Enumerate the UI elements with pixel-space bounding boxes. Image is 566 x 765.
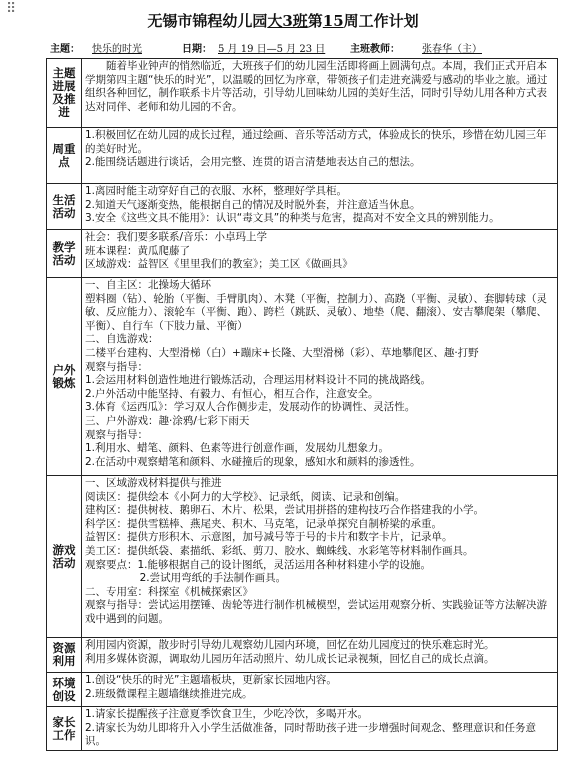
drag-handle-icon[interactable]: ⠿ [6,1,16,17]
content-line: 一、区域游戏材料提供与推进 [85,477,222,489]
content-line: 美工区：提供纸袋、素描纸、彩纸、剪刀、胶水、蜘蛛线、水彩笔等材料制作画具。 [85,544,474,557]
week-number: 15 [322,12,344,30]
teacher-value: 张春华（主） [422,44,482,55]
content-line: 利用多媒体资源，调取幼儿园历年活动照片、幼儿成长记录视频，回忆自己的成长点滴。 [85,652,495,665]
row-label: 游戏活动 [47,476,82,638]
row-content [82,59,558,128]
theme-label: 主题： [50,44,80,55]
content-line: 科学区：提供雪糕棒、燕尾夹、积木、马克笔，记录单探究自制桥梁的承重。 [85,517,442,530]
content-line: 1.请家长提醒孩子注意夏季饮食卫生，少吃冷饮，多喝开水。 [85,708,369,720]
row-label: 周重点 [47,128,82,184]
row-content [82,128,558,184]
row-content [82,707,558,751]
row-life-activities [47,184,558,230]
theme-value: 快乐的时光 [92,44,142,55]
row-game-activities [47,476,558,638]
row-content [82,278,558,476]
content-line: 三、户外游戏：趣·涂鸦/七彩下雨天 [85,414,250,427]
content-line: 2.尝试用弯纸的手法制作画具。 [139,572,287,585]
content-line: 1.创设“快乐的时光”主题墙板块，更新家长园地内容。 [85,674,337,686]
row-theme-progress [47,59,558,128]
content-line: 塑料圈（钻）、轮胎（平衡、手臂肌肉）、木凳（平衡，控制力）、高跷（平衡、灵敏）、套脚转球（灵敏、反应能力）、滚轮车（平衡、跑）、跨栏（跳跃、灵敏）、地垫（爬、翻滚）、安吉攀爬架（攀爬、平衡）、自行车（下肢力量、平衡） [85,292,547,332]
content-line: 2.班级微课程主题墙继续推进完成。 [85,687,253,700]
row-outdoor-exercise [47,278,558,476]
content-line: 二楼平台建构、大型滑梯（白）+蹦床+长隆、大型滑梯（彩）、草地攀爬区、趣·打野 [85,346,479,359]
content-line: 2.在活动中观察蜡笔和颜料、水碰撞后的现象，感知水和颜料的渗透性。 [85,455,421,468]
row-content [82,638,558,673]
content-line: 2.能围绕话题进行谈话，会用完整、连贯的语言清楚地表达自己的想法。 [85,156,421,169]
class-name: 大3班 [267,12,308,30]
content-line: 班本课程：黄瓜爬藤了 [85,244,190,257]
row-parent-work [47,707,558,751]
content-line: 2.请家长为幼儿即将升入小学生活做准备，同时帮助孩子进一步增强时间观念、整理意识和任务意识。 [85,721,537,748]
content-line: 观察与指导： [85,360,148,373]
row-label: 资源利用 [47,638,82,673]
content-line: 1.利用水、蜡笔、颜料、色素等进行创意作画，发展幼儿想象力。 [85,442,390,455]
content-line: 1.离园时能主动穿好自己的衣服、水杯，整理好学具柜。 [85,185,348,197]
content-line: 2.户外活动中能坚持、有毅力、有恒心，相互合作，注意安全。 [85,387,379,400]
content-line: 社会：我们要多联系/音乐：小卓玛上学 [85,231,268,243]
content-line: 益智区：提供方形积木、示意图，加号减号等于号的卡片和数字卡片，记录单。 [85,531,453,544]
row-resource-use [47,638,558,673]
content-line: 2.知道天气逐渐变热，能根据自己的情况及时脱外套，并注意适当休息。 [85,198,421,211]
row-label: 教学活动 [47,230,82,278]
row-label: 户外锻炼 [47,278,82,476]
date-value: 5 月 19 日—5 月 23 日 [218,44,326,55]
row-teaching-activities [47,230,558,278]
content-line: 建构区：提供树枝、鹅卵石、木片、松果，尝试用拼搭的建构技巧合作搭建我的小学。 [85,504,484,517]
content-line: 观察与指导：尝试运用摆锤、齿轮等进行制作机械模型，尝试运用观察分析、实践验证等方法解决游戏中遇到的问题。 [85,599,547,625]
row-content [82,673,558,707]
content-line: 观察与指导： [85,428,148,441]
content-line: 阅读区：提供绘本《小阿力的大学校》、记录纸，阅读、记录和创编。 [85,490,406,503]
weekly-plan-table [46,58,558,751]
content-line: 随着毕业钟声的悄然临近，大班孩子们的幼儿园生活即将画上圆满句点。本周，我们正式开启本学期第四主题“快乐的时光”，以温暖的回忆为序章，带领孩子们走进充满爱与感动的毕业之旅。通过组织各种回忆，制作联系卡片等活动，引导幼儿回味幼儿园的美好生活，同时引导幼儿用各种方式表达对同伴、老师和幼儿园的不舍。 [85,60,548,113]
row-content [82,184,558,230]
content-line: 区域游戏：益智区《里里我们的教室》；美工区《做画具》 [85,258,353,271]
content-line: 观察要点：1.能够根据自己的设计图纸，灵活运用各种材料建小学的设施。 [85,558,432,571]
row-content [82,476,558,638]
row-label: 生活活动 [47,184,82,230]
row-label: 家长工作 [47,707,82,751]
plan-meta [50,40,556,57]
row-label: 主题进展及推进 [47,59,82,128]
content-line: 利用园内资源，散步时引导幼儿观察幼儿园内环境，回忆在幼儿园度过的快乐难忘时光。 [85,639,495,651]
content-line: 3.安全《这些文具不能用》：认识“毒文具”的种类与危害，提高对不安全文具的辨别能力。 [85,212,500,225]
row-environment [47,673,558,707]
content-line: 一、自主区：北操场大循环 [85,279,211,291]
row-week-focus [47,128,558,184]
row-content [82,230,558,278]
content-line: 1.会运用材料创造性地进行锻炼活动，合理运用材料设计不同的挑战路线。 [85,374,432,387]
content-line: 二、自选游戏： [85,333,159,346]
teacher-label: 主班教师： [350,44,400,55]
content-line: 二、专用室：科探室《机械探索区》 [85,585,253,598]
row-label: 环境创设 [47,673,82,707]
date-label: 日期： [182,44,212,55]
page-title: 无锡市锦程幼儿园大3班第15周工作计划 [147,12,419,30]
content-line: 3.体育《运西瓜》：学习双人合作侧步走，发展动作的协调性、灵活性。 [85,401,416,414]
content-line: 1.积极回忆在幼儿园的成长过程，通过绘画、音乐等活动方式，体验成长的快乐，珍惜在幼儿园三年的美好时光。 [85,129,547,155]
